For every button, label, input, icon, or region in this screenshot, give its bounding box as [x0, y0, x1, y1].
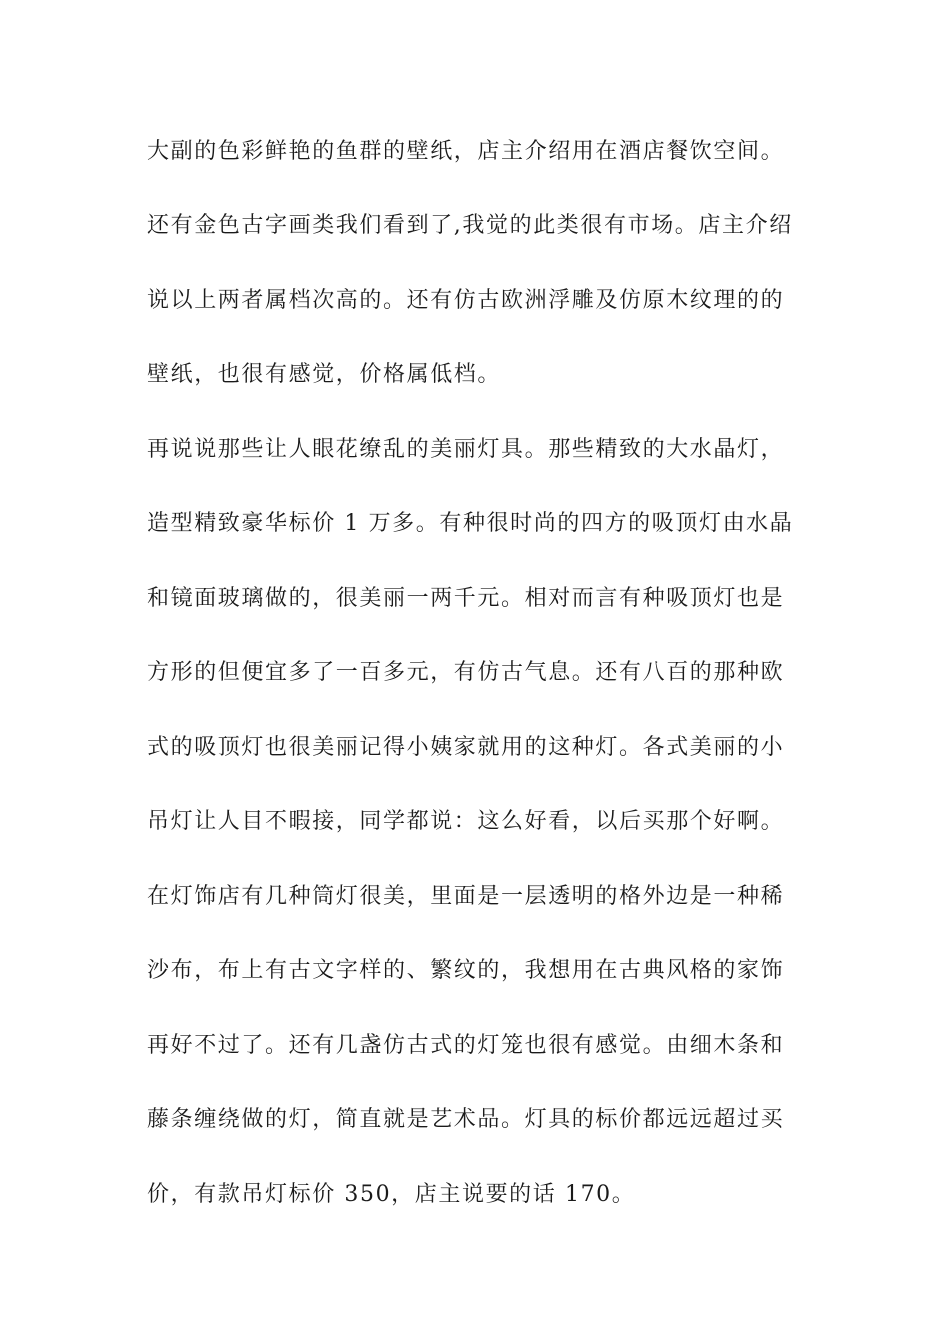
text-line: 壁纸，也很有感觉，价格属低档。 — [147, 362, 502, 387]
text-line: 再说说那些让人眼花缭乱的美丽灯具。那些精致的大水晶灯， — [147, 437, 785, 462]
text-line: 式的吸顶灯也很美丽记得小姨家就用的这种灯。各式美丽的小 — [147, 735, 785, 760]
text-line: 说以上两者属档次高的。还有仿古欧洲浮雕及仿原木纹理的的 — [147, 288, 785, 313]
text-line: 还有金色古字画类我们看到了,我觉的此类很有市场。店主介绍 — [147, 213, 793, 238]
text-line: 吊灯让人目不暇接，同学都说：这么好看，以后买那个好啊。 — [147, 809, 785, 834]
text-line: 大副的色彩鲜艳的鱼群的壁纸，店主介绍用在酒店餐饮空间。 — [147, 139, 785, 164]
text-line: 方形的但便宜多了一百多元，有仿古气息。还有八百的那种欧 — [147, 660, 785, 685]
text-line: 和镜面玻璃做的，很美丽一两千元。相对而言有种吸顶灯也是 — [147, 586, 785, 611]
text-line: 再好不过了。还有几盏仿古式的灯笼也很有感觉。由细木条和 — [147, 1033, 785, 1058]
text-line: 藤条缠绕做的灯，简直就是艺术品。灯具的标价都远远超过买 — [147, 1107, 785, 1132]
text-line: 造型精致豪华标价 1 万多。有种很时尚的四方的吸顶灯由水晶 — [147, 511, 794, 536]
text-line: 价，有款吊灯标价 350，店主说要的话 170。 — [147, 1182, 636, 1207]
text-line: 沙布，布上有古文字样的、繁纹的，我想用在古典风格的家饰 — [147, 958, 785, 983]
text-line: 在灯饰店有几种筒灯很美，里面是一层透明的格外边是一种稀 — [147, 884, 785, 909]
